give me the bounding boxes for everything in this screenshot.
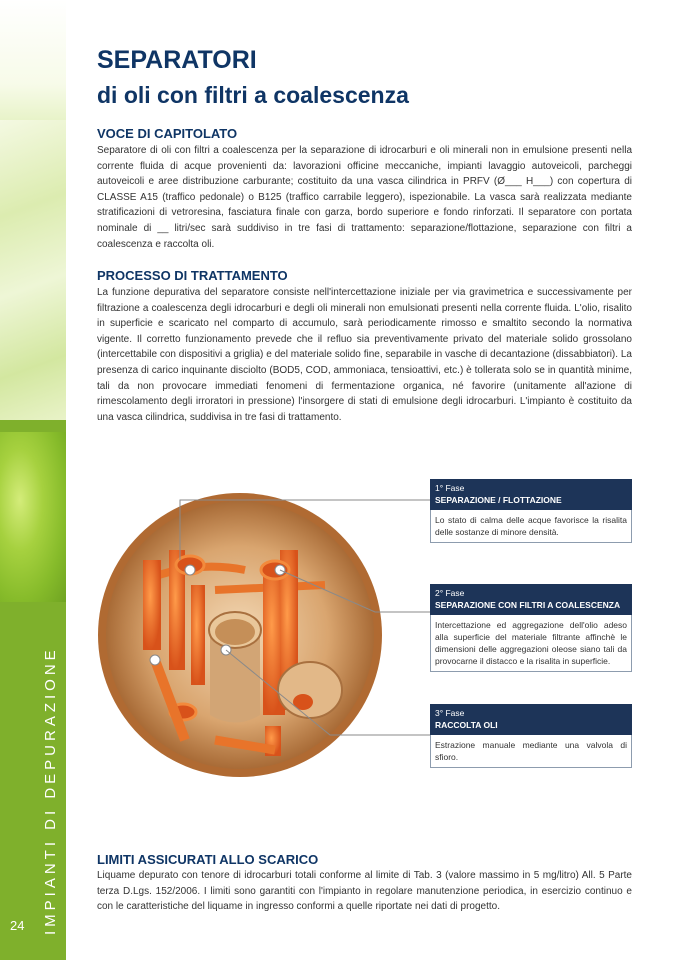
phase-header [430,479,632,510]
phase-header [430,584,632,615]
phase-name: RACCOLTA OLI [435,720,498,730]
section-label: IMPIANTI DI DEPURAZIONE [42,646,59,935]
voce-text: Separatore di oli con filtri a coalescenza per la separazione di idrocarburi e oli minerali non in emulsione presenti nella corrente fluida di acque provenienti da: lavorazioni officine meccaniche, impianti lavaggio autoveicoli, parcheggi autoveicoli e aree distribuzione carburante; costituito da una vasca cilindrica in PRFV (Ø___ H___) con copertura di CLASSE A15 (traffico pedonale) o B125 (traffico carrabile leggero), ispezionabile. La vasca sarà realizzata mediante stratificazioni di vetroresina, fasciatura finale con garza, bordo superiore e fondo rinforzati. Il separatore con portata nominale di __ litri/sec sarà suddiviso in tre fasi di trattamento: separazione/flottazione, separazione con filtri a coalescenza e raccolta oli. [97,145,632,250]
phase-number: 1° Fase [435,483,465,493]
separator-tank-illustration [95,490,395,790]
phase-description: Intercettazione ed aggregazione dell'olio adeso alla superficie del materiale filtrante affinchè le dimensioni delle aggregazioni oleose siano tali da provocarne il distacco e la risalita in superficie. [430,615,632,672]
phase-header [430,704,632,735]
limiti-heading: LIMITI ASSICURATI ALLO SCARICO [97,852,319,867]
phase-name: SEPARAZIONE / FLOTTAZIONE [435,495,562,505]
processo-text: La funzione depurativa del separatore consiste nell'intercettazione iniziale per via gravimetrica e successivamente per filtrazione a coalescenza degli idrocarburi e degli oli minerali non emulsionati presenti nella corrente fluida. L'olio, risalito in superficie e scaricato nel comparto di accumulo, sarà periodicamente rimosso e smaltito secondo la normativa vigente. Il corretto funzionamento prevede che il refluo sia preventivamente privato del materiale solido grossolano (intercettabile con dispositivi a griglia) e del materiale solido fine, separabile in vasche di decantazione (dissabbiatori). La presenza di carico inquinante disciolto (BOD5, COD, ammoniaca, tensioattivi, etc.) è tollerata solo se in quantità minime, tali da non provocare immediati fenomeni di fermentazione organica, né favorire (unitamente all'azione di rimescolamento degli irroratori in pressione) l'insorgere di stati di emulsione degli idrocarburi. L'impianto è costituito da una vasca cilindrica, suddivisa in tre fasi di trattamento. [97,287,632,423]
phase-box-2 [430,584,632,672]
page-number: 24 [10,918,25,933]
leaf-decoration-middle [0,120,66,420]
phase-box-1 [430,479,632,543]
phase-number: 2° Fase [435,588,465,598]
phase-number: 3° Fase [435,708,465,718]
voce-heading: VOCE DI CAPITOLATO [97,126,238,141]
page-title: SEPARATORI [97,46,257,74]
phase-name: SEPARAZIONE CON FILTRI A COALESCENZA [435,600,621,610]
processo-heading: PROCESSO DI TRATTAMENTO [97,268,288,283]
leaf-decoration-top [0,0,66,120]
phase-description: Estrazione manuale mediante una valvola di sfioro. [430,735,632,768]
separator-image [95,490,395,790]
page-subtitle: di oli con filtri a coalescenza [97,82,409,108]
phase-box-3 [430,704,632,768]
phase-description: Lo stato di calma delle acque favorisce la risalita delle sostanze di minore densità. [430,510,632,543]
leaf-decoration-green [0,432,66,602]
limiti-text: Liquame depurato con tenore di idrocarburi totali conforme al limite di Tab. 3 (valore massimo in 5 mg/litro) All. 5 Parte terza D.Lgs. 152/2006. I limiti sono garantiti con l'impianto in regolare manutenzione periodica, in esercizio continuo e con le caratteristiche del liquame in ingresso conformi a quelle riportate nei dati di progetto. [97,870,632,913]
sidebar [0,0,66,960]
